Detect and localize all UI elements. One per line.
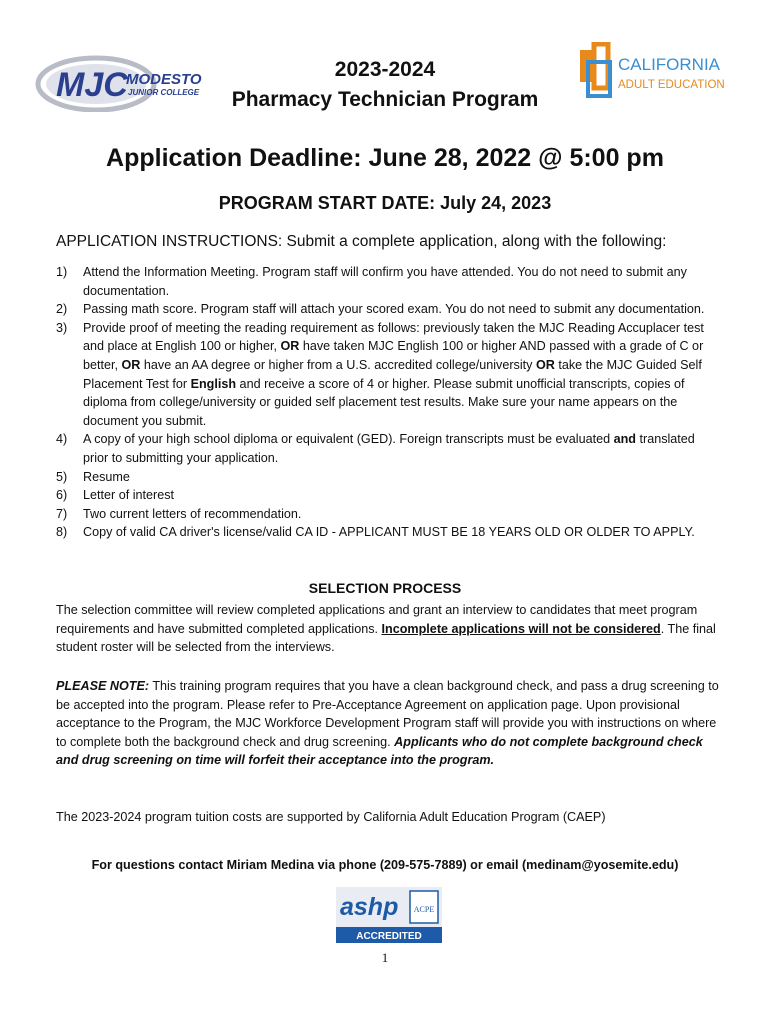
document-header bbox=[0, 38, 770, 128]
list-item bbox=[56, 263, 716, 300]
list-item bbox=[56, 486, 716, 505]
note-paragraph: PLEASE NOTE: This training program requires that you have a clean background check, and pass a drug screening to be accepted into the program. Please refer to Pre-Acceptance Agreement on application page. Upon provisional acceptance to the Program, the MJC Workforce Development Program staff will provide you with instructions on where to complete both the background check and drug screening. Applicants who do not complete background check and drug screening on time will forfeit their acceptance into the program. bbox=[56, 679, 719, 768]
list-item bbox=[56, 505, 716, 524]
item-number: 6) bbox=[56, 488, 68, 503]
mjc-logo-letters: MJC bbox=[56, 66, 128, 104]
list-item bbox=[56, 430, 716, 467]
item-number: 3) bbox=[56, 320, 68, 335]
ashp-wordmark: ashp bbox=[340, 893, 399, 921]
item-number: 4) bbox=[56, 432, 68, 447]
ca-logo-line1: CALIFORNIA bbox=[618, 55, 721, 74]
requirements-list bbox=[56, 263, 716, 542]
list-item bbox=[56, 319, 716, 431]
instructions-heading: APPLICATION INSTRUCTIONS: Submit a complete application, along with the following: bbox=[56, 233, 667, 250]
mjc-logo-name: MODESTO bbox=[126, 71, 202, 88]
item-text: Two current letters of recommendation. bbox=[83, 506, 302, 521]
item-number: 5) bbox=[56, 469, 68, 484]
selection-process-heading: SELECTION PROCESS bbox=[308, 580, 462, 596]
item-text: Resume bbox=[83, 469, 130, 484]
item-text: Copy of valid CA driver's license/valid CA ID - APPLICANT MUST BE 18 YEARS OLD OR OLDER TO APPLY. bbox=[83, 525, 695, 540]
list-item bbox=[56, 468, 716, 487]
acpe-mark: ACPE bbox=[413, 905, 435, 914]
item-number: 1) bbox=[56, 265, 68, 279]
item-number: 8) bbox=[56, 525, 68, 540]
contact-info: For questions contact Miriam Medina via phone (209-575-7889) or email (medinam@yosemite.edu) bbox=[91, 858, 679, 872]
item-text: A copy of your high school diploma or equivalent (GED). Foreign transcripts must be evaluated and translated prior to submitting your application. bbox=[83, 432, 695, 465]
selection-paragraph: The selection committee will review completed applications and grant an interview to candidates that meet program requirements and have submitted completed applications. Incomplete applications will not be considered. The final student roster will be selected from the interviews. bbox=[56, 603, 716, 655]
incomplete-warning: Incomplete applications will not be considered bbox=[381, 621, 661, 636]
item-text: Attend the Information Meeting. Program staff will confirm you have attended. You do not need to submit any documentation. bbox=[83, 265, 687, 298]
forfeit-warning: Applicants who do not complete background check and drug screening on time will forfeit their acceptance into the program. bbox=[56, 734, 703, 768]
page-number: 1 bbox=[381, 950, 389, 965]
program-title: Pharmacy Technician Program bbox=[231, 88, 539, 111]
application-deadline: Application Deadline: June 28, 2022 @ 5:00 pm bbox=[106, 144, 664, 172]
mjc-logo-sub: JUNIOR COLLEGE bbox=[128, 88, 200, 97]
item-text: Provide proof of meeting the reading requirement as follows: previously taken the MJC Reading Accuplacer test and place at English 100 or higher, OR have taken MJC English 100 or higher AND passed with a grade of C or better, OR have an AA degree or higher from a U.S. accredited college/university OR take the MJC Guided Self Placement Test for English and receive a score of 4 or higher. Please submit unofficial transcripts, copies of diploma from college/university or guided self placement test results. Make sure your name appears on the document you submit. bbox=[83, 320, 704, 428]
program-start-date: PROGRAM START DATE: July 24, 2023 bbox=[218, 193, 552, 213]
item-number: 2) bbox=[56, 302, 68, 317]
ca-logo-line2: ADULT EDUCATION bbox=[618, 79, 725, 91]
program-year: 2023-2024 bbox=[334, 58, 436, 81]
accredited-label: ACCREDITED bbox=[356, 931, 422, 942]
ashp-accredited-logo bbox=[336, 887, 442, 943]
list-item bbox=[56, 523, 716, 542]
list-item bbox=[56, 300, 716, 319]
note-label: PLEASE NOTE: bbox=[56, 679, 150, 693]
item-number: 7) bbox=[56, 506, 68, 521]
item-text: Passing math score. Program staff will attach your scored exam. You do not need to submit any documentation. bbox=[83, 302, 705, 317]
tuition-paragraph: The 2023-2024 program tuition costs are supported by California Adult Education Program (CAEP) bbox=[56, 810, 606, 824]
item-text: Letter of interest bbox=[83, 488, 175, 503]
california-adult-education-logo bbox=[578, 42, 728, 102]
